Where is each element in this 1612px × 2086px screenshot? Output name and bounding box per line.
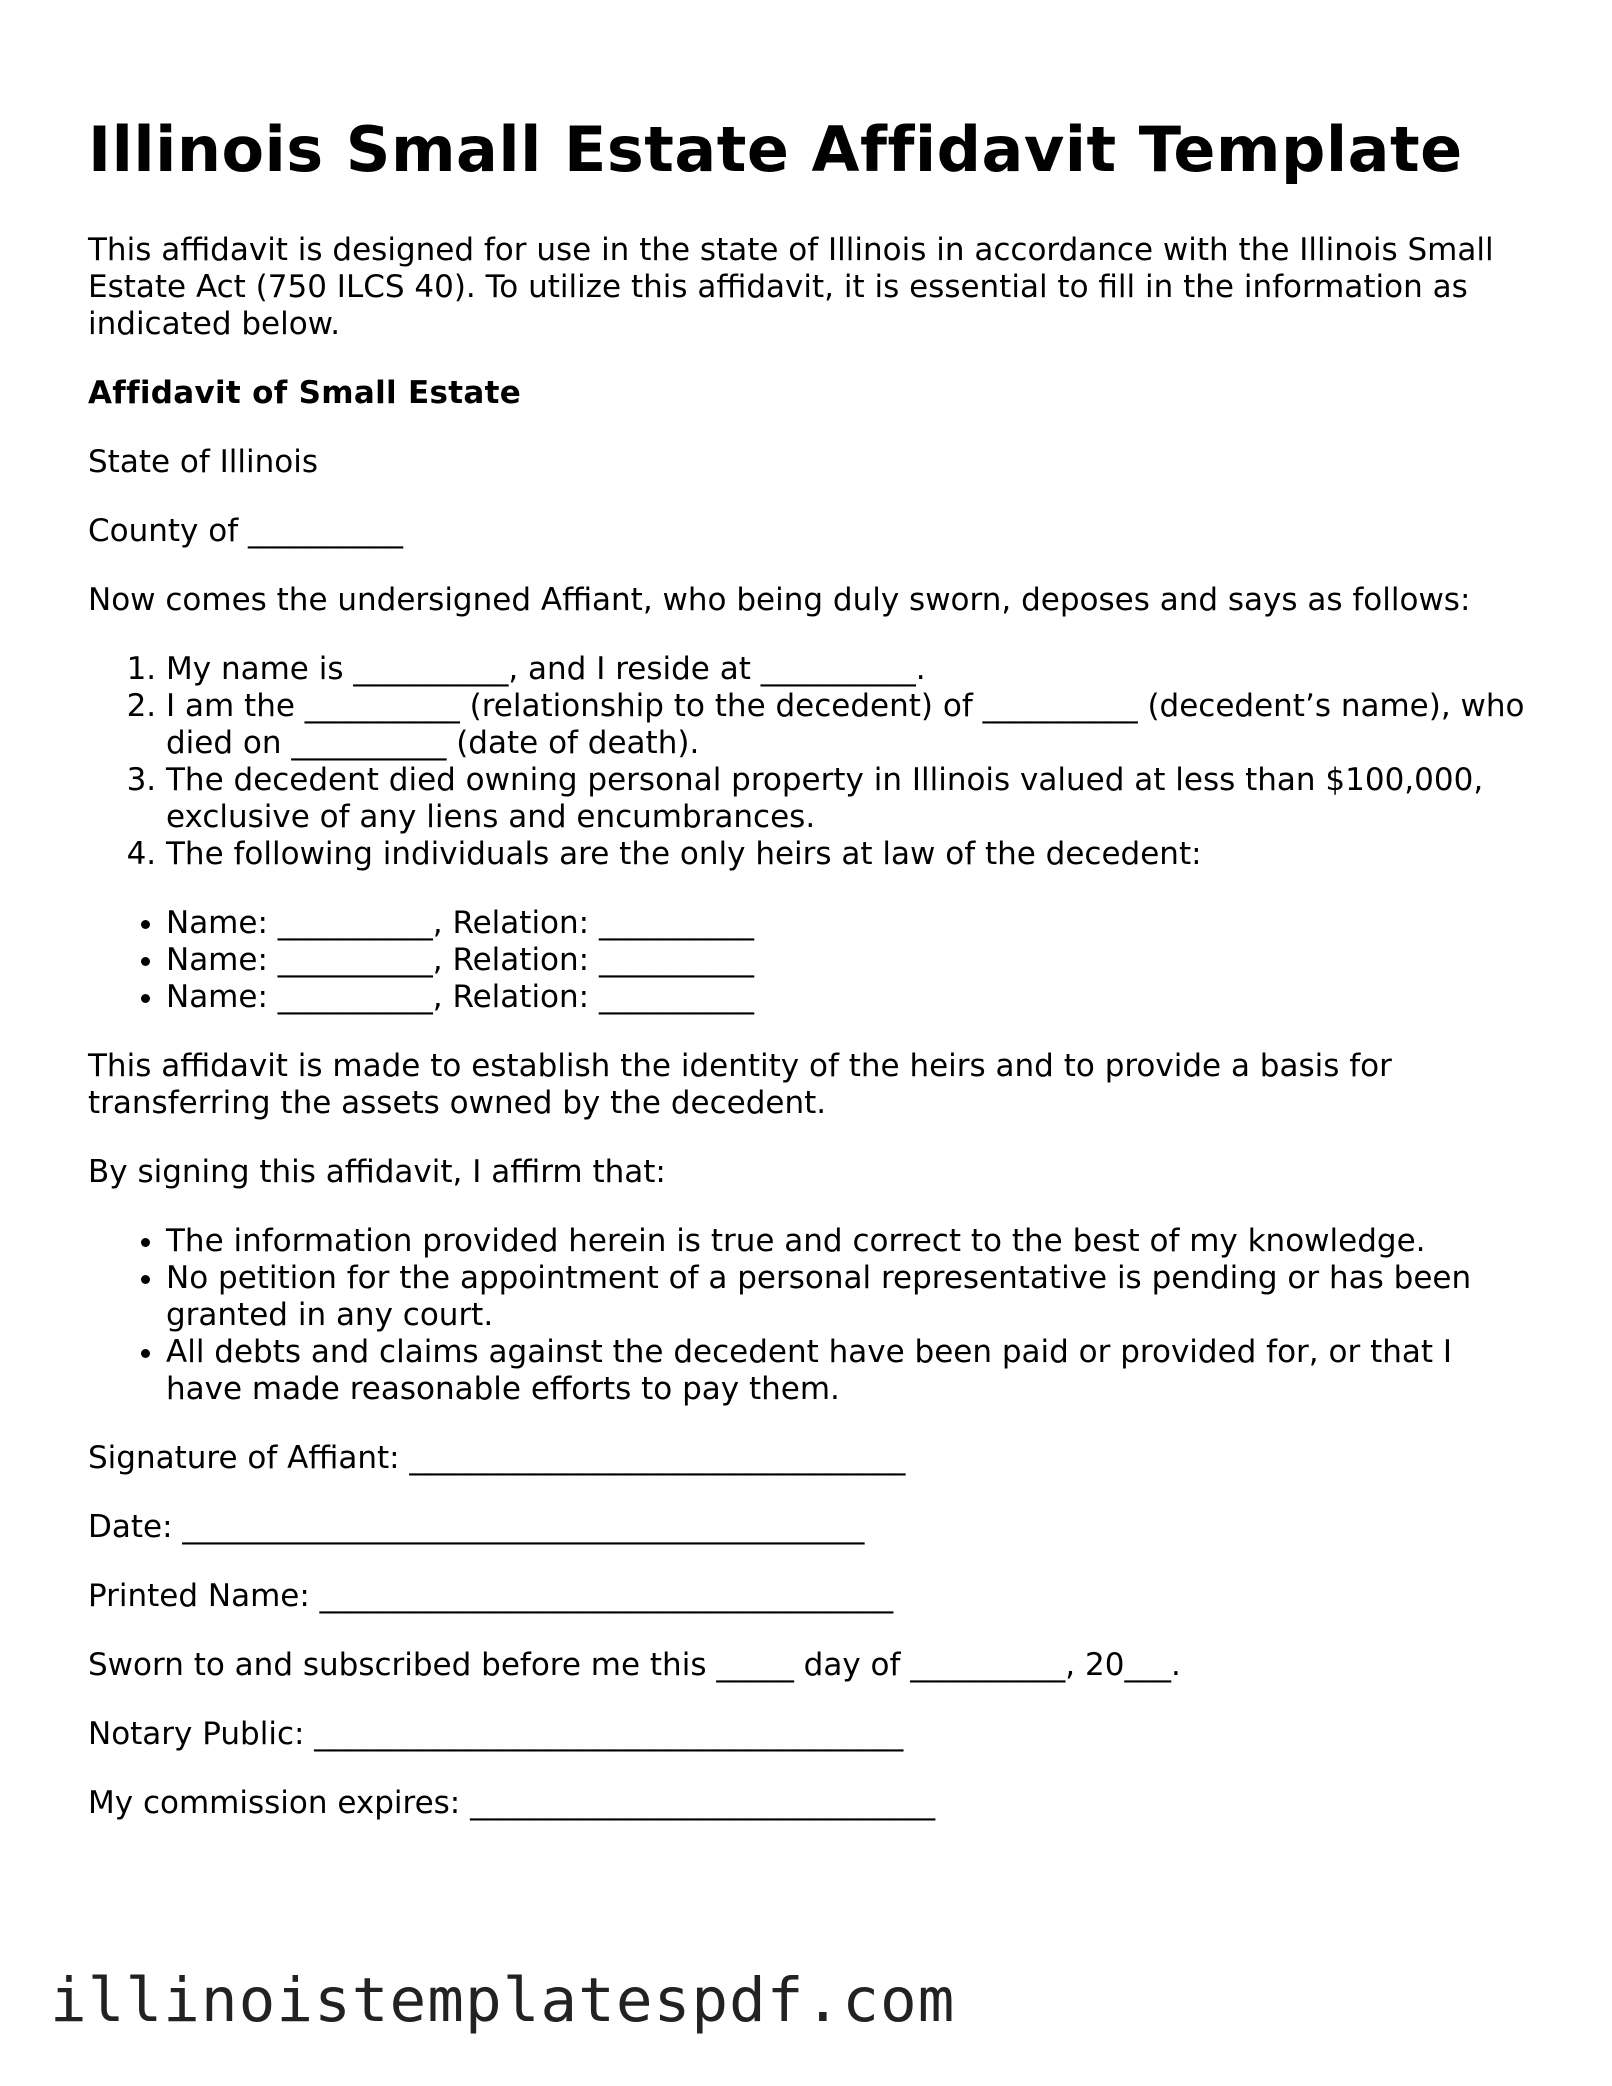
document-page xyxy=(88,108,1528,1854)
statement-item: 2. I am the __________ (relationship to the decedent) of __________ (decedent’s name), who died on __________ (date of death). xyxy=(166,688,1528,762)
signature-line: Signature of Affiant: ________________________________ xyxy=(88,1440,906,1476)
intro-paragraph: This affidavit is designed for use in the state of Illinois in accordance with the Illinois Small Estate Act (750 ILCS 40). To utilize this affidavit, it is essential to fill in the information as indicated below. xyxy=(88,232,1494,342)
site-watermark: illinoistemplatespdf.com xyxy=(50,1965,956,2036)
heir-item: • Name: __________, Relation: __________ xyxy=(166,942,1528,979)
date-line: Date: ____________________________________________ xyxy=(88,1509,865,1545)
heir-item: • Name: __________, Relation: __________ xyxy=(166,979,1528,1016)
purpose-paragraph: This affidavit is made to establish the identity of the heirs and to provide a basis for transferring the assets owned by the decedent. xyxy=(88,1048,1392,1121)
numbered-statements xyxy=(88,651,1528,873)
document-title: Illinois Small Estate Affidavit Template xyxy=(88,113,1463,186)
affirm-intro: By signing this affidavit, I affirm that: xyxy=(88,1154,666,1190)
heir-item: • Name: __________, Relation: __________ xyxy=(166,905,1528,942)
preamble-paragraph: Now comes the undersigned Affiant, who being duly sworn, deposes and says as follows: xyxy=(88,582,1471,618)
notary-line: Notary Public: ______________________________________ xyxy=(88,1716,904,1752)
affirmation-item: • No petition for the appointment of a personal representative is pending or has been granted in any court. xyxy=(166,1260,1528,1334)
statement-item: 3. The decedent died owning personal property in Illinois valued at less than $100,000, exclusive of any liens and encumbrances. xyxy=(166,762,1528,836)
sworn-line: Sworn to and subscribed before me this _____ day of __________, 20___. xyxy=(88,1647,1181,1683)
affirmation-item: • All debts and claims against the decedent have been paid or provided for, or that I have made reasonable efforts to pay them. xyxy=(166,1334,1528,1408)
printed-name-line: Printed Name: _____________________________________ xyxy=(88,1578,894,1614)
county-line: County of __________ xyxy=(88,513,403,549)
state-line: State of Illinois xyxy=(88,444,319,480)
statement-item: 1. My name is __________, and I reside at __________. xyxy=(166,651,1528,688)
commission-line: My commission expires: ______________________________ xyxy=(88,1785,936,1821)
affidavit-subheading: Affidavit of Small Estate xyxy=(88,375,522,411)
affirmations-list xyxy=(88,1223,1528,1408)
affirmation-item: • The information provided herein is true and correct to the best of my knowledge. xyxy=(166,1223,1528,1260)
statement-item: 4. The following individuals are the only heirs at law of the decedent: xyxy=(166,836,1528,873)
heirs-list xyxy=(88,905,1528,1016)
